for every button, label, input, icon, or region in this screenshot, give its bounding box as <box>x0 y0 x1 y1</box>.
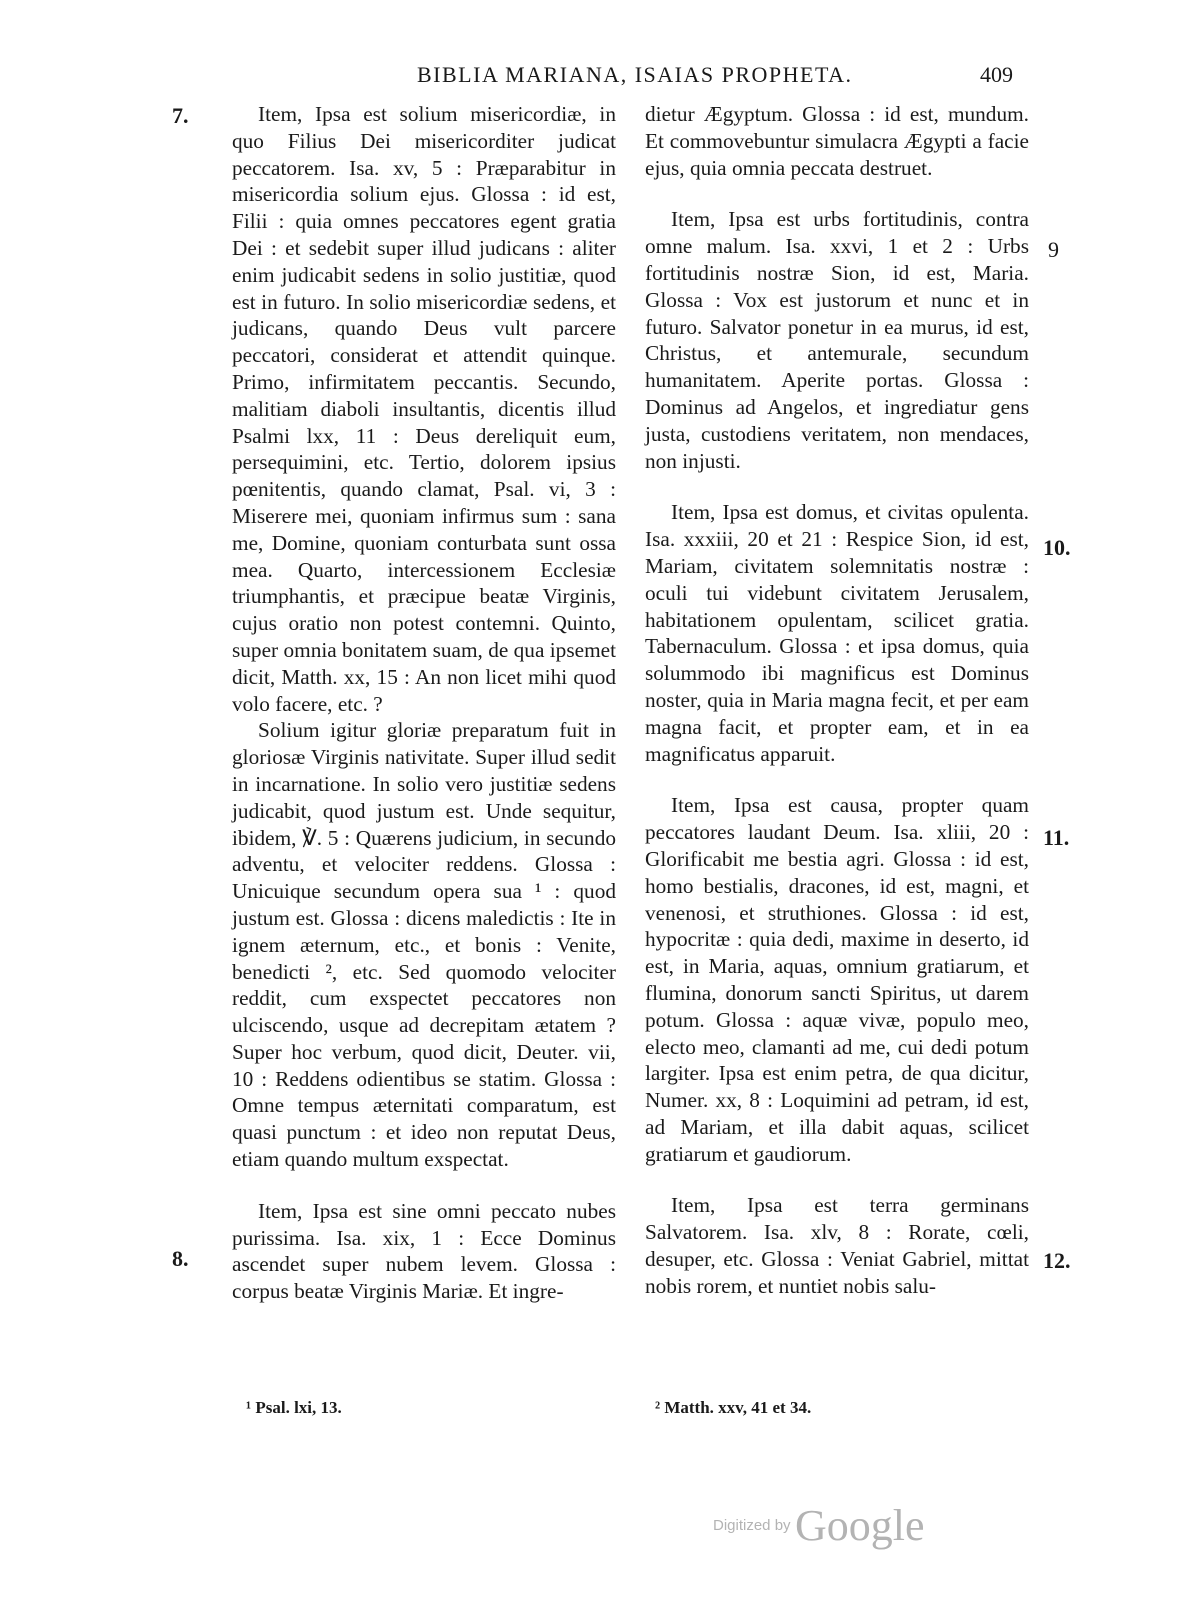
paragraph-number-11: 11. <box>1043 825 1070 850</box>
paragraph-8-continuation: dietur Ægyptum. Glossa : id est, mundum. Et commovebuntur simulacra Ægypti a facie ejus, quia omnia peccata destruet. <box>645 102 1029 180</box>
running-header <box>0 60 1178 96</box>
paragraph-10-text: Item, Ipsa est domus, et civitas opulenta. Isa. xxxiii, 20 et 21 : Respice Sion, id est, Mariam, civitatem solemnitatis nostræ : oculi tui videbunt civitatem Jerusalem, habitationem opulentam, scilicet gratia. Tabernaculum. Glossa : et ipsa domus, quia solummodo ibi magnificus est Dominus noster, quia in Maria magna fecit, et per eam magna facit, et propter eam, et in ea magnificatus apparuit. <box>645 500 1029 766</box>
paragraph-8-text: Item, Ipsa est sine omni peccato nubes purissima. Isa. xix, 1 : Ecce Dominus ascendet super nubem levem. Glossa : corpus beatæ Virginis Mariæ. Et ingre- <box>232 1198 616 1304</box>
footnote-right: ² Matth. xxv, 41 et 34. <box>655 1398 812 1417</box>
google-watermark <box>713 1500 925 1551</box>
paragraph-number-9: 9 <box>1048 237 1059 262</box>
right-column <box>645 101 1029 1300</box>
paragraph-7-text: Item, Ipsa est solium misericordiæ, in quo Filius Dei misericorditer judicat peccatorem. Isa. xv, 5 : Præparabitur in misericordia solium ejus. Glossa : id est, Filii : quia omnes peccatores egent gratia Dei : et sedebit super illud judicans : aliter enim judicabit sedens in solio justitiæ, quod est in futuro. In solio misericordiæ sedens, et judicans, quando Deus vult parcere peccatori, considerat et attendit quinque. Primo, infirmitatem peccantis. Secundo, malitiam diaboli insultantis, dicentis illud Psalmi lxx, 11 : Deus dereliquit eum, persequimini, etc. Tertio, dolorem ipsius pœnitentis, quando clamat, Psal. vi, 3 : Miserere mei, quoniam infirmus sum : sana me, Domine, quoniam conturbata sunt ossa mea. Quarto, intercessionem Ecclesiæ triumphantis, et præcipue beatæ Virginis, cujus oratio non potest contemni. Quinto, super omnia bonitatem suam, de qua ipsemet dicit, Matth. xx, 15 : An non licet mihi quod volo facere, etc. ? <box>232 102 616 716</box>
paragraph-number-12: 12. <box>1043 1248 1071 1273</box>
paragraph-number-10: 10. <box>1043 535 1071 560</box>
paragraph-7-continuation: Solium igitur gloriæ preparatum fuit in gloriosæ Virginis nativitate. Super illud sedit in incarnatione. In solio vero justitiæ sedens judicabit, quod justum est. Unde sequitur, ibidem, ℣. 5 : Quærens judicium, in secundo adventu, et velociter reddens. Glossa : Unicuique secundum opera sua ¹ : quod justum est. Glossa : dicens maledictis : Ite in ignem æternum, etc., et bonis : Venite, benedicti ², etc. Sed quomodo velociter reddit, cum exspectet peccatores non ulciscendo, usque ad decrepitam ætatem ? Super hoc verbum, quod dicit, Deuter. vii, 10 : Reddens odientibus se statim. Glossa : Omne tempus æternitati comparatum, est quasi punctum : et ideo non reputat Deus, etiam quando multum exspectat. <box>232 718 616 1172</box>
paragraph-number-8: 8. <box>172 1246 189 1271</box>
left-column <box>232 101 616 1305</box>
digitized-by-label: Digitized by <box>713 1517 791 1534</box>
page-number: 409 <box>980 62 1013 87</box>
paragraph-9-text: Item, Ipsa est urbs fortitudinis, contra omne malum. Isa. xxvi, 1 et 2 : Urbs fortitudinis nostræ Sion, id est, Maria. Glossa : Vox est justorum et nunc et in futuro. Salvator ponetur in ea murus, id est, Christus, et antemurale, secundum humanitatem. Aperite portas. Glossa : Dominus ad Angelos, et ingrediatur gens justa, custodiens veritatem, non mendaces, non injusti. <box>645 207 1029 473</box>
google-logo: Google <box>795 1501 925 1550</box>
footnote-left: ¹ Psal. lxi, 13. <box>246 1398 342 1417</box>
paragraph-12-text: Item, Ipsa est terra germinans Salvatorem. Isa. xlv, 8 : Rorate, cœli, desuper, etc. Glossa : Veniat Gabriel, mittat nobis rorem, et nuntiet nobis salu- <box>645 1193 1029 1298</box>
running-title: BIBLIA MARIANA, ISAIAS PROPHETA. <box>417 62 853 87</box>
paragraph-number-7: 7. <box>172 103 189 128</box>
paragraph-11-text: Item, Ipsa est causa, propter quam peccatores laudant Deum. Isa. xliii, 20 : Glorificabit me bestia agri. Glossa : id est, homo bestialis, dracones, id est, magni, et venenosi, et struthiones. Glossa : id est, hypocritæ : quia dedi, maxime in deserto, id est, in Maria, aquas, omnium gratiarum, et flumina, donorum sancti Spiritus, ut darem potum. Glossa : aquæ vivæ, populo meo, electo meo, clamanti ad me, cui dedi potum largiter. Ipsa est enim petra, de qua dicitur, Numer. xx, 8 : Loquimini ad petram, id est, ad Mariam, et illa dabit aquas, scilicet gratiarum et gaudiorum. <box>645 793 1029 1166</box>
